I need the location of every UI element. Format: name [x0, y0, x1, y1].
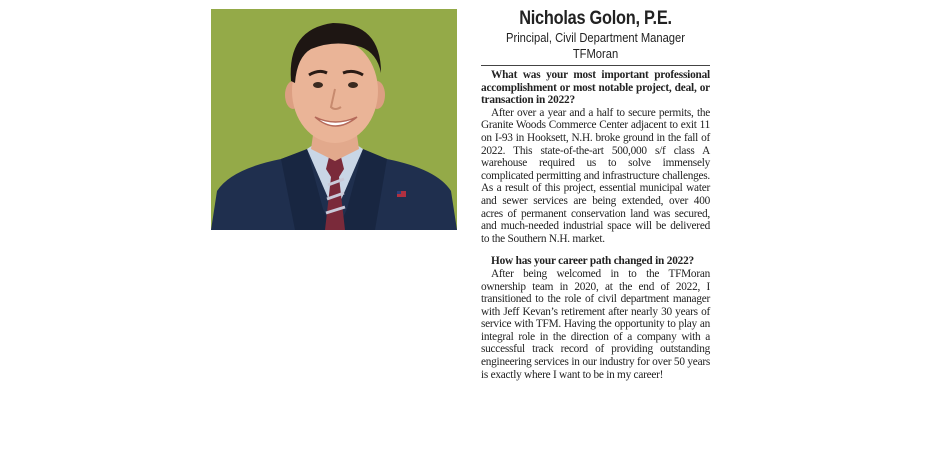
person-name: Nicholas Golon, P.E.: [519, 8, 672, 29]
headshot-illustration: [211, 9, 457, 230]
question-1: What was your most important professional accomplishment or most notable project, deal, or transaction in 2022?: [481, 69, 710, 107]
divider: [481, 65, 710, 66]
company-name: TFMoran: [572, 46, 619, 61]
profile-text-column: [481, 8, 710, 381]
person-title: Principal, Civil Department Manager: [506, 30, 685, 45]
question-2: How has your career path changed in 2022?: [491, 255, 695, 268]
answer-1: After over a year and a half to secure permits, the Granite Woods Commerce Center adjacent to exit 11 on I-93 in Hooksett, N.H. broke ground in the fall of 2022. This state-of-the-art 500,000 s/f class A warehouse required us to solve immensely complicated permitting and infrastructure challenges. As a result of this project, essential municipal water and sewer services are being extended, over 400 acres of permanent conservation land was secured, and much-needed industrial space will be delivered to the Southern N.H. market.: [481, 106, 710, 245]
spacer: [481, 245, 710, 255]
answer-2: After being welcomed in to the TFMoran ownership team in 2020, at the end of 2022, I transitioned to the role of civil department manager with Jeff Kevan’s retirement after nearly 30 years of service with TFM. Having the opportunity to play an integral role in the direction of a company with a successful track record of providing outstanding engineering services in our industry for over 50 years is exactly where I want to be in my career!: [481, 267, 710, 381]
headshot-photo: [211, 9, 457, 230]
